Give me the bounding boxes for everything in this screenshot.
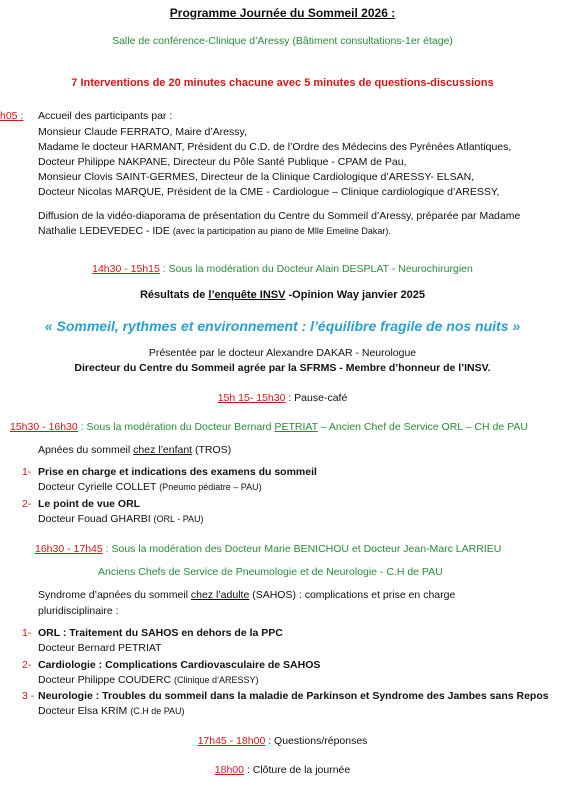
closing-label: : Clôture de la journée (243, 764, 351, 776)
video-line-2 (38, 225, 391, 237)
page-title: Programme Journée du Sommeil 2026 : (169, 6, 396, 20)
item-speaker: Docteur Fouad GHARBI (ORL - PAU) (38, 513, 204, 525)
questions-label: : Questions/réponses (265, 735, 368, 747)
item-number: 3 - (22, 690, 35, 702)
item-speaker: Docteur Elsa KRIM (C.H de PAU) (38, 705, 185, 717)
break-line (0, 392, 565, 404)
item-number: 1- (22, 466, 32, 478)
item-speaker: Docteur Bernard PETRIAT (38, 642, 162, 654)
break-time: 15h 15- 15h30 (217, 392, 286, 404)
closing-line (0, 764, 565, 776)
interventions-line: 7 Interventions de 20 minutes chacune avec 5 minutes de questions-discussions (71, 77, 494, 89)
closing-time: 18h00 (214, 764, 244, 776)
break-label: : Pause-café (285, 392, 348, 404)
item-number: 1- (22, 627, 32, 639)
presenter-line: Présentée par le docteur Alexandre DAKAR - Neurologue (148, 347, 417, 359)
welcome-line: Monsieur Clovis SAINT-GERMES, Directeur de la Clinique Cardiologique d’ARESSY- ELSAN, (38, 171, 475, 183)
session1-header (0, 263, 565, 275)
item-title: Cardiologie : Complications Cardiovasculaire de SAHOS (38, 659, 321, 671)
session1-quote: « Sommeil, rythmes et environnement : l’équilibre fragile de nos nuits » (44, 318, 521, 334)
welcome-line: Docteur Philippe NAKPANE, Directeur du Pôle Santé Publique - CPAM de Pau, (38, 156, 407, 168)
session3-time: 16h30 - 17h45 (35, 543, 103, 555)
item-title: Neurologie : Troubles du sommeil dans la maladie de Parkinson et Syndrome des Jambes sans Repos (38, 690, 549, 702)
item-number: 2- (22, 498, 32, 510)
item-title: Le point de vue ORL (38, 498, 141, 510)
welcome-heading: Accueil des participants par : (38, 110, 173, 122)
welcome-time: h05 : (0, 110, 24, 122)
welcome-line: Docteur Nicolas MARQUE, Président de la CME - Cardiologue – Clinique cardiologique d’ARESSY, (38, 186, 500, 198)
session3-topic: Syndrome d’apnées du sommeil chez l’adulte (SAHOS) : complications et prise en charge (38, 589, 456, 601)
item-speaker: Docteur Philippe COUDERC (Clinique d’ARESSY) (38, 674, 259, 686)
results-line: Résultats de l’enquête INSV -Opinion Way janvier 2025 (139, 289, 426, 301)
questions-time: 17h45 - 18h00 (197, 735, 266, 747)
child-topic: chez l’enfant (133, 444, 193, 456)
item-number: 2- (22, 659, 32, 671)
questions-line (0, 735, 565, 747)
welcome-line: Madame le docteur HARMANT, Président du C.D. de l’Ordre des Médecins des Pyrénées Atlantiques, (38, 141, 512, 153)
adult-topic: chez l’adulte (190, 589, 250, 601)
session1-time: 14h30 - 15h15 (92, 263, 160, 275)
item-speaker: Docteur Cyrielle COLLET (Pneumo pédiatre – PAU) (38, 481, 262, 493)
session3-header: 16h30 - 17h45 : Sous la modération des Docteur Marie BENICHOU et Docteur Jean-Marc LARRIEU (35, 543, 502, 555)
item-title: ORL : Traitement du SAHOS en dehors de la PPC (38, 627, 283, 639)
session2-header: 15h30 - 16h30 : Sous la modération du Docteur Bernard PETRIAT – Ancien Chef de Service ORL – CH de PAU (10, 421, 528, 433)
item-title: Prise en charge et indications des examens du sommeil (38, 466, 317, 478)
welcome-line: Monsieur Claude FERRATO, Maire d’Aressy, (38, 126, 247, 138)
session2-topic: Apnées du sommeil chez l’enfant (TROS) (38, 444, 232, 456)
video-piano-note: (avec la participation au piano de Mlle Emeline Dakar). (172, 226, 391, 236)
venue-line: Salle de conférence-Clinique d’Aressy (Bâtiment consultations-1er étage) (112, 35, 453, 47)
director-line: Directeur du Centre du Sommeil agrée par la SFRMS - Membre d’honneur de l’INSV. (74, 362, 491, 374)
insv-survey: l’enquête INSV (208, 289, 286, 301)
video-presenter: Nathalie LEDEVEDEC - IDE (38, 225, 173, 237)
session2-time: 15h30 - 16h30 (10, 421, 78, 433)
session3-topic-cont: pluridisciplinaire : (38, 605, 119, 617)
moderator-name: PETRIAT (274, 421, 318, 433)
former-chiefs-line: Anciens Chefs de Service de Pneumologie et de Neurologie - C.H de PAU (98, 566, 443, 578)
video-line: Diffusion de la vidéo-diaporama de présentation du Centre du Sommeil d’Aressy, préparée par Madame (38, 210, 521, 222)
session1-moderation: : Sous la modération du Docteur Alain DESPLAT - Neurochirurgien (159, 263, 473, 275)
